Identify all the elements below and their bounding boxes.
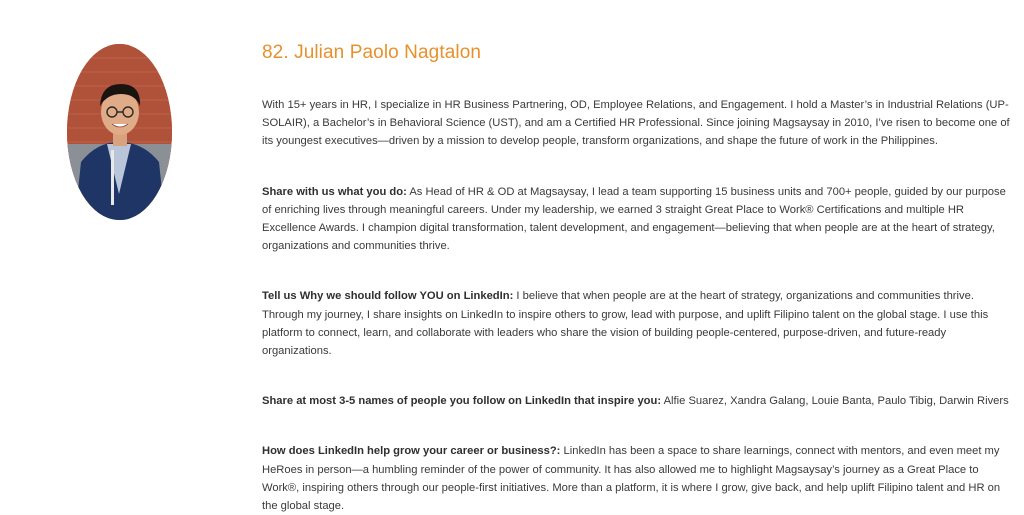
profile-photo [67, 44, 172, 220]
qa-why-follow [262, 287, 1014, 360]
qa-question: Tell us Why we should follow YOU on LinkedIn: [262, 290, 514, 303]
qa-answer: LinkedIn has been a space to share learnings, connect with mentors, and even meet my HeRoes in person—a humbling reminder of the power of community. It has also allowed me to highlight Magsaysay’s journey as a Great Place to Work®, inspiring others through our people-first initiatives. More than a platform, it is where I grow, give back, and help uplift Filipino talent and HR on the global stage. [262, 445, 1001, 513]
profile-name: 82. Julian Paolo Nagtalon [262, 42, 482, 63]
profile-intro: With 15+ years in HR, I specialize in HR Business Partnering, OD, Employee Relations, and Engagement. I hold a Master’s in Industrial Relations (UP-SOLAIR), a Bachelor’s in Behavioral Science (UST), and am a Certified HR Professional. Since joining Magsaysay in 2010, I’ve risen to become one of its youngest executives—driven by a mission to develop people, transform organizations, and shape the future of work in the Philippines. [262, 99, 1010, 148]
qa-answer: I believe that when people are at the heart of strategy, organizations and communities thrive. Through my journey, I share insights on LinkedIn to inspire others to grow, lead with purpose, and uplift Filipino talent on the global stage. I use this platform to connect, learn, and collaborate with leaders who share the vision of building people-centered, purpose-driven, and future-ready organizations. [262, 290, 989, 358]
qa-question: Share with us what you do: [262, 185, 407, 198]
qa-answer: Alfie Suarez, Xandra Galang, Louie Banta, Paulo Tibig, Darwin Rivers [661, 395, 1009, 408]
profile-content [262, 42, 1014, 515]
qa-question: How does LinkedIn help grow your career or business?: [262, 445, 561, 458]
qa-question: Share at most 3-5 names of people you follow on LinkedIn that inspire you: [262, 395, 662, 408]
qa-answer: As Head of HR & OD at Magsaysay, I lead a team supporting 15 business units and 700+ people, guided by our purpose of enriching lives through meaningful careers. Under my leadership, we earned 3 straight Great Place to Work® Certifications and multiple HR Excellence Awards. I champion digital transformation, talent development, and engagement—believing that when people are at the heart of strategy, organizations and communities thrive. [262, 185, 1006, 253]
qa-people-you-follow [262, 392, 1014, 410]
qa-what-you-do [262, 183, 1014, 256]
qa-linkedin-growth [262, 442, 1014, 515]
profile-photo-illustration [67, 44, 172, 220]
